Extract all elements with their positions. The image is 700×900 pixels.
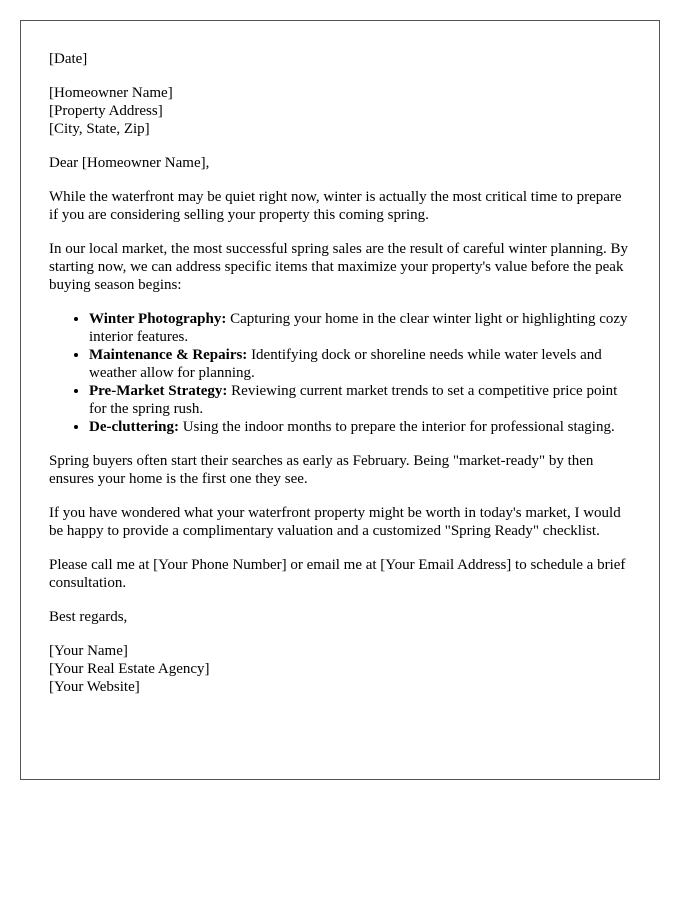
closing: Best regards,: [49, 609, 128, 625]
paragraph-valuation: If you have wondered what your waterfront property might be worth in today's market, I would be happy to provide a complimentary valuation and a customized "Spring Ready" checklist.: [49, 505, 621, 539]
paragraph-contact: Please call me at [Your Phone Number] or email me at [Your Email Address] to schedule a brief consultation.: [49, 557, 626, 591]
bullet-item: [89, 310, 631, 346]
bullet-item: [89, 382, 631, 418]
paragraph-market: In our local market, the most successful spring sales are the result of careful winter planning. By starting now, we can address specific items that maximize your property's value before the peak buying season begins:: [49, 241, 628, 293]
bullet-text: Identifying dock or shoreline needs while water levels and weather allow for planning.: [89, 347, 602, 381]
bullet-item: [89, 346, 631, 382]
bullet-title: De-cluttering:: [89, 419, 179, 435]
bullet-title: Maintenance & Repairs:: [89, 347, 248, 363]
recipient-city-state-zip: [City, State, Zip]: [49, 121, 150, 137]
checklist-bullets: [49, 310, 631, 436]
letter-page: [20, 20, 660, 780]
signature-name: [Your Name]: [49, 643, 128, 659]
signature-block: [49, 642, 631, 696]
letter-date: [Date]: [49, 51, 88, 67]
bullet-text: Capturing your home in the clear winter light or highlighting cozy interior features.: [89, 311, 628, 345]
paragraph-intro: While the waterfront may be quiet right now, winter is actually the most critical time to prepare if you are considering selling your property this coming spring.: [49, 189, 622, 223]
recipient-name: [Homeowner Name]: [49, 85, 173, 101]
bullet-title: Winter Photography:: [89, 311, 227, 327]
recipient-address: [Property Address]: [49, 103, 163, 119]
signature-agency: [Your Real Estate Agency]: [49, 661, 210, 677]
bullet-title: Pre-Market Strategy:: [89, 383, 228, 399]
salutation: Dear [Homeowner Name],: [49, 155, 210, 171]
paragraph-spring-buyers: Spring buyers often start their searches as early as February. Being "market-ready" by then ensures your home is the first one they see.: [49, 453, 594, 487]
bullet-text: Reviewing current market trends to set a competitive price point for the spring rush.: [89, 383, 618, 417]
signature-website: [Your Website]: [49, 679, 140, 695]
recipient-block: [49, 84, 631, 138]
bullet-item: [89, 418, 631, 436]
bullet-text: Using the indoor months to prepare the interior for professional staging.: [178, 419, 615, 435]
